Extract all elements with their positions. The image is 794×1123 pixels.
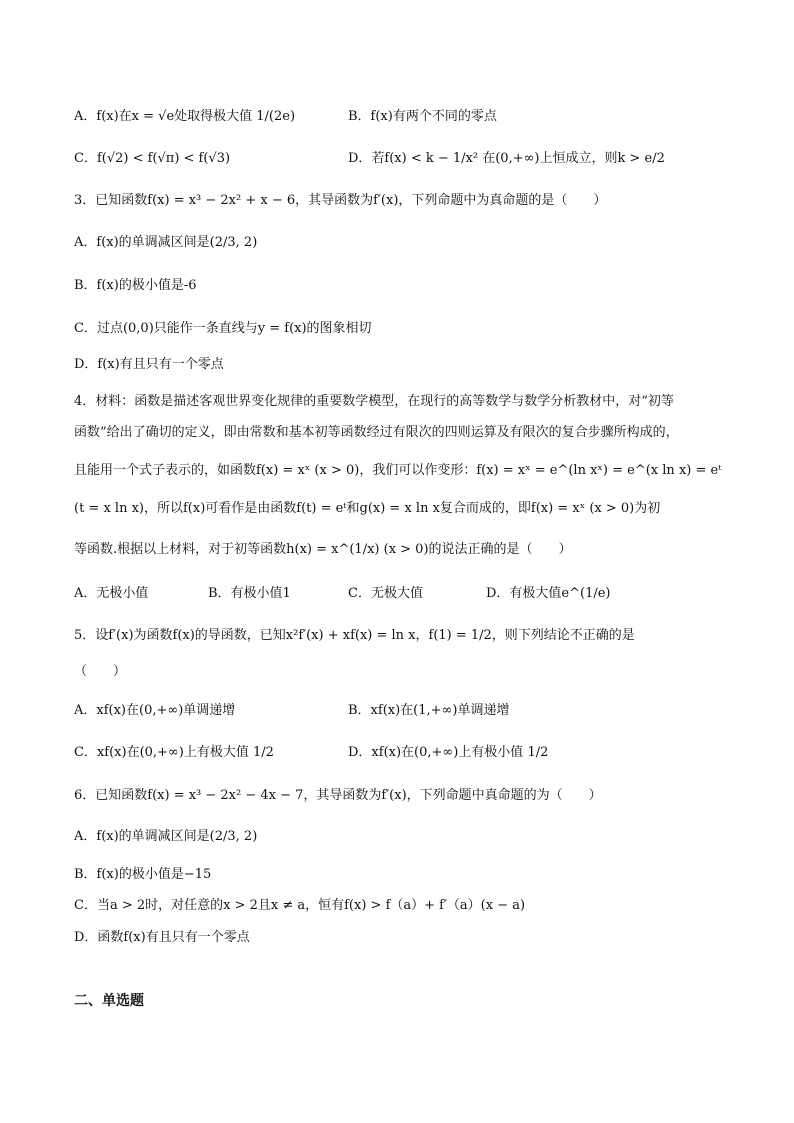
line-q5c: C．xf(x)在(0,+∞)上有极大值 1/2 <box>74 745 274 760</box>
line-q4-5: 等函数.根据以上材料，对于初等函数h(x) = x^(1/x) (x > 0)的说法正确的是（ ） <box>74 542 572 557</box>
line-q4-2: 函数”给出了确切的定义，即由常数和基本初等函数经过有限次的四则运算及有限次的复合步骤所构成的， <box>74 425 679 440</box>
line-q5b: B．xf(x)在(1,+∞)单调递增 <box>348 703 510 718</box>
line-q6b: B．f(x)的极小值是−15 <box>74 867 212 882</box>
line-q5d: D．xf(x)在(0,+∞)上有极小值 1/2 <box>348 745 549 760</box>
line-q5-paren: （ ） <box>74 664 127 679</box>
line-q3c: C．过点(0,0)只能作一条直线与y = f(x)的图象相切 <box>74 321 372 336</box>
line-q6d: D．函数f(x)有且只有一个零点 <box>74 930 250 945</box>
line-q3: 3．已知函数f(x) = x³ − 2x² + x − 6，其导函数为f′(x)，下列命题中为真命题的是（ ） <box>74 193 607 208</box>
line-q6: 6．已知函数f(x) = x³ − 2x² − 4x − 7，其导函数为f′(x)，下列命题中真命题的为（ ） <box>74 788 602 803</box>
line-q4-3: 且能用一个式子表示的，如函数f(x) = xˣ (x > 0)，我们可以作变形：f(x) = xˣ = e^(ln xˣ) = e^(x ln x) = eᵗ <box>74 463 722 478</box>
line-q6a: A．f(x)的单调减区间是(2/3, 2) <box>74 829 258 844</box>
line-q4d: D．有极大值e^(1/e) <box>486 586 611 601</box>
section-title: 二、单选题 <box>74 993 144 1009</box>
line-q3a: A．f(x)的单调减区间是(2/3, 2) <box>74 235 258 250</box>
line-q5a: A．xf(x)在(0,+∞)单调递增 <box>74 703 236 718</box>
line-q2a: A．f(x)在x = √e处取得极大值 1/(2e) <box>74 109 296 124</box>
line-q4-1: 4．材料：函数是描述客观世界变化规律的重要数学模型，在现行的高等数学与数学分析教材中，对“初等 <box>74 394 674 409</box>
line-q5: 5．设f′(x)为函数f(x)的导函数，已知x²f′(x) + xf(x) = ln x，f(1) = 1/2，则下列结论不正确的是 <box>74 628 635 643</box>
line-q3b: B．f(x)的极小值是-6 <box>74 278 197 293</box>
line-q2c: C．f(√2) < f(√π) < f(√3) <box>74 151 231 166</box>
line-q6c: C．当a > 2时，对任意的x > 2且x ≠ a，恒有f(x) > f（a）+ f′（a）(x − a) <box>74 898 526 913</box>
line-q4a: A．无极小值 <box>74 586 149 601</box>
line-q2b: B．f(x)有两个不同的零点 <box>348 109 497 124</box>
line-q4-4: (t = x ln x)，所以f(x)可看作是由函数f(t) = eᵗ和g(x) = x ln x复合而成的，即f(x) = xˣ (x > 0)为初 <box>74 501 661 516</box>
line-q4c: C．无极大值 <box>348 586 423 601</box>
line-q3d: D．f(x)有且只有一个零点 <box>74 357 224 372</box>
line-q2d: D．若f(x) < k − 1/x² 在(0,+∞)上恒成立，则k > e/2 <box>348 151 665 166</box>
line-q4b: B．有极小值1 <box>208 586 291 601</box>
